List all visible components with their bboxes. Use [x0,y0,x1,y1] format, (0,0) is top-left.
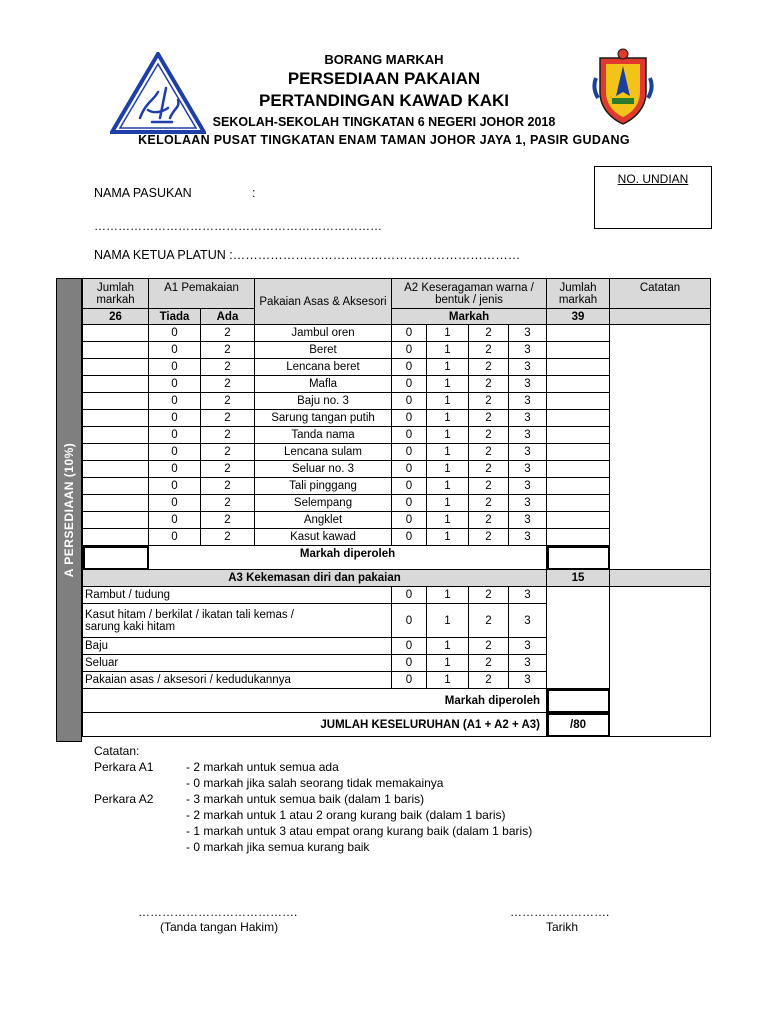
judge-signature-label: (Tanda tangan Hakim) [160,920,279,934]
form-subtitle: PERSEDIAAN PAKAIAN [287,69,481,88]
a2-score-0[interactable]: 0 [392,393,427,410]
a2-total-cell[interactable] [547,495,610,512]
a3-score-3[interactable]: 3 [509,638,547,655]
a2-score-3[interactable]: 3 [509,342,547,359]
a1-ada[interactable]: 2 [201,393,255,410]
a2-total-cell[interactable] [547,325,610,342]
a2-score-1[interactable]: 1 [427,529,469,546]
a1-tiada[interactable]: 0 [149,325,201,342]
a2-total-cell[interactable] [547,461,610,478]
a2-score-0[interactable]: 0 [392,410,427,427]
a2-score-1[interactable]: 1 [427,325,469,342]
a1-ada[interactable]: 2 [201,427,255,444]
a3-score-1[interactable]: 1 [427,655,469,672]
a1-score-cell[interactable] [83,393,149,410]
a2-score-0[interactable]: 0 [392,325,427,342]
a2-total-cell[interactable] [547,410,610,427]
a3-score-1[interactable]: 1 [427,587,469,604]
a2-score-1[interactable]: 1 [427,393,469,410]
a2-score-0[interactable]: 0 [392,359,427,376]
a1-score-cell[interactable] [83,376,149,393]
a2-score-3[interactable]: 3 [509,478,547,495]
max-a1-26: 26 [83,309,149,325]
a2-score-2[interactable]: 2 [469,512,509,529]
a3-score-1[interactable]: 1 [427,638,469,655]
a1-tiada[interactable]: 0 [149,393,201,410]
a1-tiada[interactable]: 0 [149,376,201,393]
form-title: BORANG MARKAH [324,52,444,67]
schools-line: SEKOLAH-SEKOLAH TINGKATAN 6 NEGERI JOHOR 2018 [212,115,556,129]
a1-item: Kasut kawad [255,529,392,546]
a1-tiada[interactable]: 0 [149,512,201,529]
draw-number-label: NO. UNDIAN [617,172,689,186]
a2-score-0[interactable]: 0 [392,495,427,512]
a3-header: A3 Kekemasan diri dan pakaian [83,570,547,587]
notes-a1-line: - 2 markah untuk semua ada [186,760,339,774]
a2-total-cell[interactable] [547,478,610,495]
a2-score-0[interactable]: 0 [392,376,427,393]
a3-item: Rambut / tudung [83,587,392,604]
a2-score-0[interactable]: 0 [392,478,427,495]
a1-ada[interactable]: 2 [201,444,255,461]
a2-score-1[interactable]: 1 [427,495,469,512]
a2-score-2[interactable]: 2 [469,359,509,376]
a3-max-15: 15 [547,570,610,587]
a2-score-3[interactable]: 3 [509,325,547,342]
a1-tiada[interactable]: 0 [149,461,201,478]
notes-a2-line: - 2 markah untuk 1 atau 2 orang kurang baik (dalam 1 baris) [186,808,506,822]
a2-score-3[interactable]: 3 [509,410,547,427]
notes-title: Catatan: [94,744,140,758]
a1-tiada[interactable]: 0 [149,478,201,495]
a2-score-2[interactable]: 2 [469,410,509,427]
a2-total-cell[interactable] [547,427,610,444]
a3-score-2[interactable]: 2 [469,587,509,604]
header-a1: A1 Pemakaian [149,279,255,309]
a3-score-0[interactable]: 0 [392,604,427,638]
subheader-tiada: Tiada [149,309,201,325]
school-crest-logo [592,48,654,126]
a3-score-2[interactable]: 2 [469,655,509,672]
organizer-line: KELOLAAN PUSAT TINGKATAN ENAM TAMAN JOHOR JAYA 1, PASIR GUDANG [138,133,630,147]
a2-score-1[interactable]: 1 [427,376,469,393]
a1-tiada[interactable]: 0 [149,410,201,427]
a3-score-2[interactable]: 2 [469,638,509,655]
score-table-body [83,279,711,737]
a2-score-3[interactable]: 3 [509,495,547,512]
a1-score-cell[interactable] [83,359,149,376]
a3-item: Seluar [83,655,392,672]
a1-score-cell[interactable] [83,325,149,342]
a2-score-1[interactable]: 1 [427,427,469,444]
a2-score-2[interactable]: 2 [469,529,509,546]
a1-item: Beret [255,342,392,359]
a3-catatan-header [610,570,711,587]
a2-score-0[interactable]: 0 [392,529,427,546]
a1-ada[interactable]: 2 [201,359,255,376]
a1-ada[interactable]: 2 [201,410,255,427]
a2-score-3[interactable]: 3 [509,427,547,444]
catatan-sub [610,309,711,325]
a1-score-cell[interactable] [83,512,149,529]
notes-a1-label: Perkara A1 [94,760,154,774]
catatan-cell[interactable] [610,325,711,570]
header-a2: A2 Keseragaman warna / bentuk / jenis [392,279,547,309]
a2-score-3[interactable]: 3 [509,376,547,393]
header-catatan: Catatan [610,279,711,309]
a1a2-obtained-label: Markah diperoleh [149,546,547,570]
notes-a2-line: - 0 markah jika semua kurang baik [186,840,370,854]
a1-score-cell[interactable] [83,478,149,495]
a3-item: Kasut hitam / berkilat / ikatan tali kemas / sarung kaki hitam [83,604,392,638]
header-jumlah-markah: Jumlah markah [83,279,149,309]
a1-item: Jambul oren [255,325,392,342]
team-name-field[interactable]: ……………………………………………………………… [94,219,382,233]
draw-number-box[interactable] [594,166,712,229]
a2-total-cell[interactable] [547,393,610,410]
platoon-leader-field[interactable]: NAMA KETUA PLATUN :…………………………………………………………… [94,248,521,262]
a2-score-1[interactable]: 1 [427,461,469,478]
a2-score-2[interactable]: 2 [469,376,509,393]
a2-score-1[interactable]: 1 [427,444,469,461]
a1-score-cell[interactable] [83,342,149,359]
a2-score-0[interactable]: 0 [392,427,427,444]
a1-score-cell[interactable] [83,444,149,461]
a2-score-3[interactable]: 3 [509,359,547,376]
a3-score-1[interactable]: 1 [427,604,469,638]
a2-score-0[interactable]: 0 [392,461,427,478]
a1-ada[interactable]: 2 [201,512,255,529]
a1-item: Mafla [255,376,392,393]
date-label: Tarikh [546,920,579,934]
a1-tiada[interactable]: 0 [149,427,201,444]
a2-score-2[interactable]: 2 [469,342,509,359]
a2-total-cell[interactable] [547,342,610,359]
score-table [82,278,711,737]
date-line[interactable]: ……………………. [510,905,610,919]
a1-item: Selempang [255,495,392,512]
header-pakaian: Pakaian Asas & Aksesori [255,279,392,325]
a1-item: Angklet [255,512,392,529]
section-side-label: A PERSEDIAAN (10%) [56,278,82,742]
a2-score-2[interactable]: 2 [469,461,509,478]
a2-score-2[interactable]: 2 [469,478,509,495]
a1-ada[interactable]: 2 [201,478,255,495]
notes-a1-line: - 0 markah jika salah seorang tidak memakainya [186,776,444,790]
a1-obtained-box[interactable] [83,546,149,570]
a3-obtained-label: Markah diperoleh [83,689,547,713]
a3-total-cell[interactable] [547,587,610,689]
a2-score-2[interactable]: 2 [469,444,509,461]
a2-total-cell[interactable] [547,512,610,529]
a1-tiada[interactable]: 0 [149,495,201,512]
a3-score-0[interactable]: 0 [392,638,427,655]
a3-score-3[interactable]: 3 [509,587,547,604]
a2-total-cell[interactable] [547,444,610,461]
a2-score-1[interactable]: 1 [427,512,469,529]
a3-score-1[interactable]: 1 [427,672,469,689]
a1-ada[interactable]: 2 [201,325,255,342]
a2-score-1[interactable]: 1 [427,478,469,495]
a2-obtained-box[interactable] [547,546,610,570]
a2-score-3[interactable]: 3 [509,393,547,410]
a3-item: Pakaian asas / aksesori / kedudukannya [83,672,392,689]
grand-total-box[interactable]: /80 [547,713,610,737]
a3-score-2[interactable]: 2 [469,672,509,689]
a2-score-1[interactable]: 1 [427,342,469,359]
a2-score-1[interactable]: 1 [427,359,469,376]
a1-tiada[interactable]: 0 [149,529,201,546]
notes-a2-line: - 1 markah untuk 3 atau empat orang kurang baik (dalam 1 baris) [186,824,533,838]
a1-item: Sarung tangan putih [255,410,392,427]
judge-signature-line[interactable]: …………………………………. [138,905,298,919]
a2-score-2[interactable]: 2 [469,495,509,512]
a3-score-0[interactable]: 0 [392,672,427,689]
a2-score-3[interactable]: 3 [509,529,547,546]
a2-score-3[interactable]: 3 [509,461,547,478]
a2-score-0[interactable]: 0 [392,444,427,461]
a3-item: Baju [83,638,392,655]
header-jumlah-markah-2: Jumlah markah [547,279,610,309]
a2-score-0[interactable]: 0 [392,512,427,529]
a3-catatan-cell[interactable] [610,587,711,737]
a2-total-cell[interactable] [547,529,610,546]
grand-total-label: JUMLAH KESELURUHAN (A1 + A2 + A3) [83,713,547,737]
a1-tiada[interactable]: 0 [149,359,201,376]
a1-score-cell[interactable] [83,461,149,478]
notes-a2-label: Perkara A2 [94,792,154,806]
a1-tiada[interactable]: 0 [149,342,201,359]
a1-ada[interactable]: 2 [201,342,255,359]
team-name-colon: : [252,186,256,200]
a1-ada[interactable]: 2 [201,376,255,393]
subheader-ada: Ada [201,309,255,325]
a1-score-cell[interactable] [83,410,149,427]
a1-score-cell[interactable] [83,495,149,512]
triangle-emblem-logo [110,52,206,134]
a1-ada[interactable]: 2 [201,495,255,512]
notes-a2-line: - 3 markah untuk semua baik (dalam 1 baris) [186,792,425,806]
a2-total-cell[interactable] [547,376,610,393]
a3-score-2[interactable]: 2 [469,604,509,638]
a2-score-2[interactable]: 2 [469,427,509,444]
a3-score-3[interactable]: 3 [509,604,547,638]
a1-score-cell[interactable] [83,529,149,546]
a3-obtained-box[interactable] [547,689,610,713]
team-name-label: NAMA PASUKAN [94,186,192,200]
a1-item: Lencana sulam [255,444,392,461]
a2-score-3[interactable]: 3 [509,512,547,529]
a2-score-2[interactable]: 2 [469,393,509,410]
a1-tiada[interactable]: 0 [149,444,201,461]
a2-score-0[interactable]: 0 [392,342,427,359]
a3-score-3[interactable]: 3 [509,655,547,672]
a1-item: Tanda nama [255,427,392,444]
a1-item: Lencana beret [255,359,392,376]
a2-score-2[interactable]: 2 [469,325,509,342]
subheader-markah: Markah [392,309,547,325]
a3-score-3[interactable]: 3 [509,672,547,689]
a2-total-cell[interactable] [547,359,610,376]
a3-score-0[interactable]: 0 [392,587,427,604]
a1-item: Seluar no. 3 [255,461,392,478]
a2-score-1[interactable]: 1 [427,410,469,427]
a3-score-0[interactable]: 0 [392,655,427,672]
a1-ada[interactable]: 2 [201,461,255,478]
a1-ada[interactable]: 2 [201,529,255,546]
a1-item: Tali pinggang [255,478,392,495]
competition-title: PERTANDINGAN KAWAD KAKI [259,91,509,110]
a2-score-3[interactable]: 3 [509,444,547,461]
a1-item: Baju no. 3 [255,393,392,410]
a1-score-cell[interactable] [83,427,149,444]
max-a2-39: 39 [547,309,610,325]
